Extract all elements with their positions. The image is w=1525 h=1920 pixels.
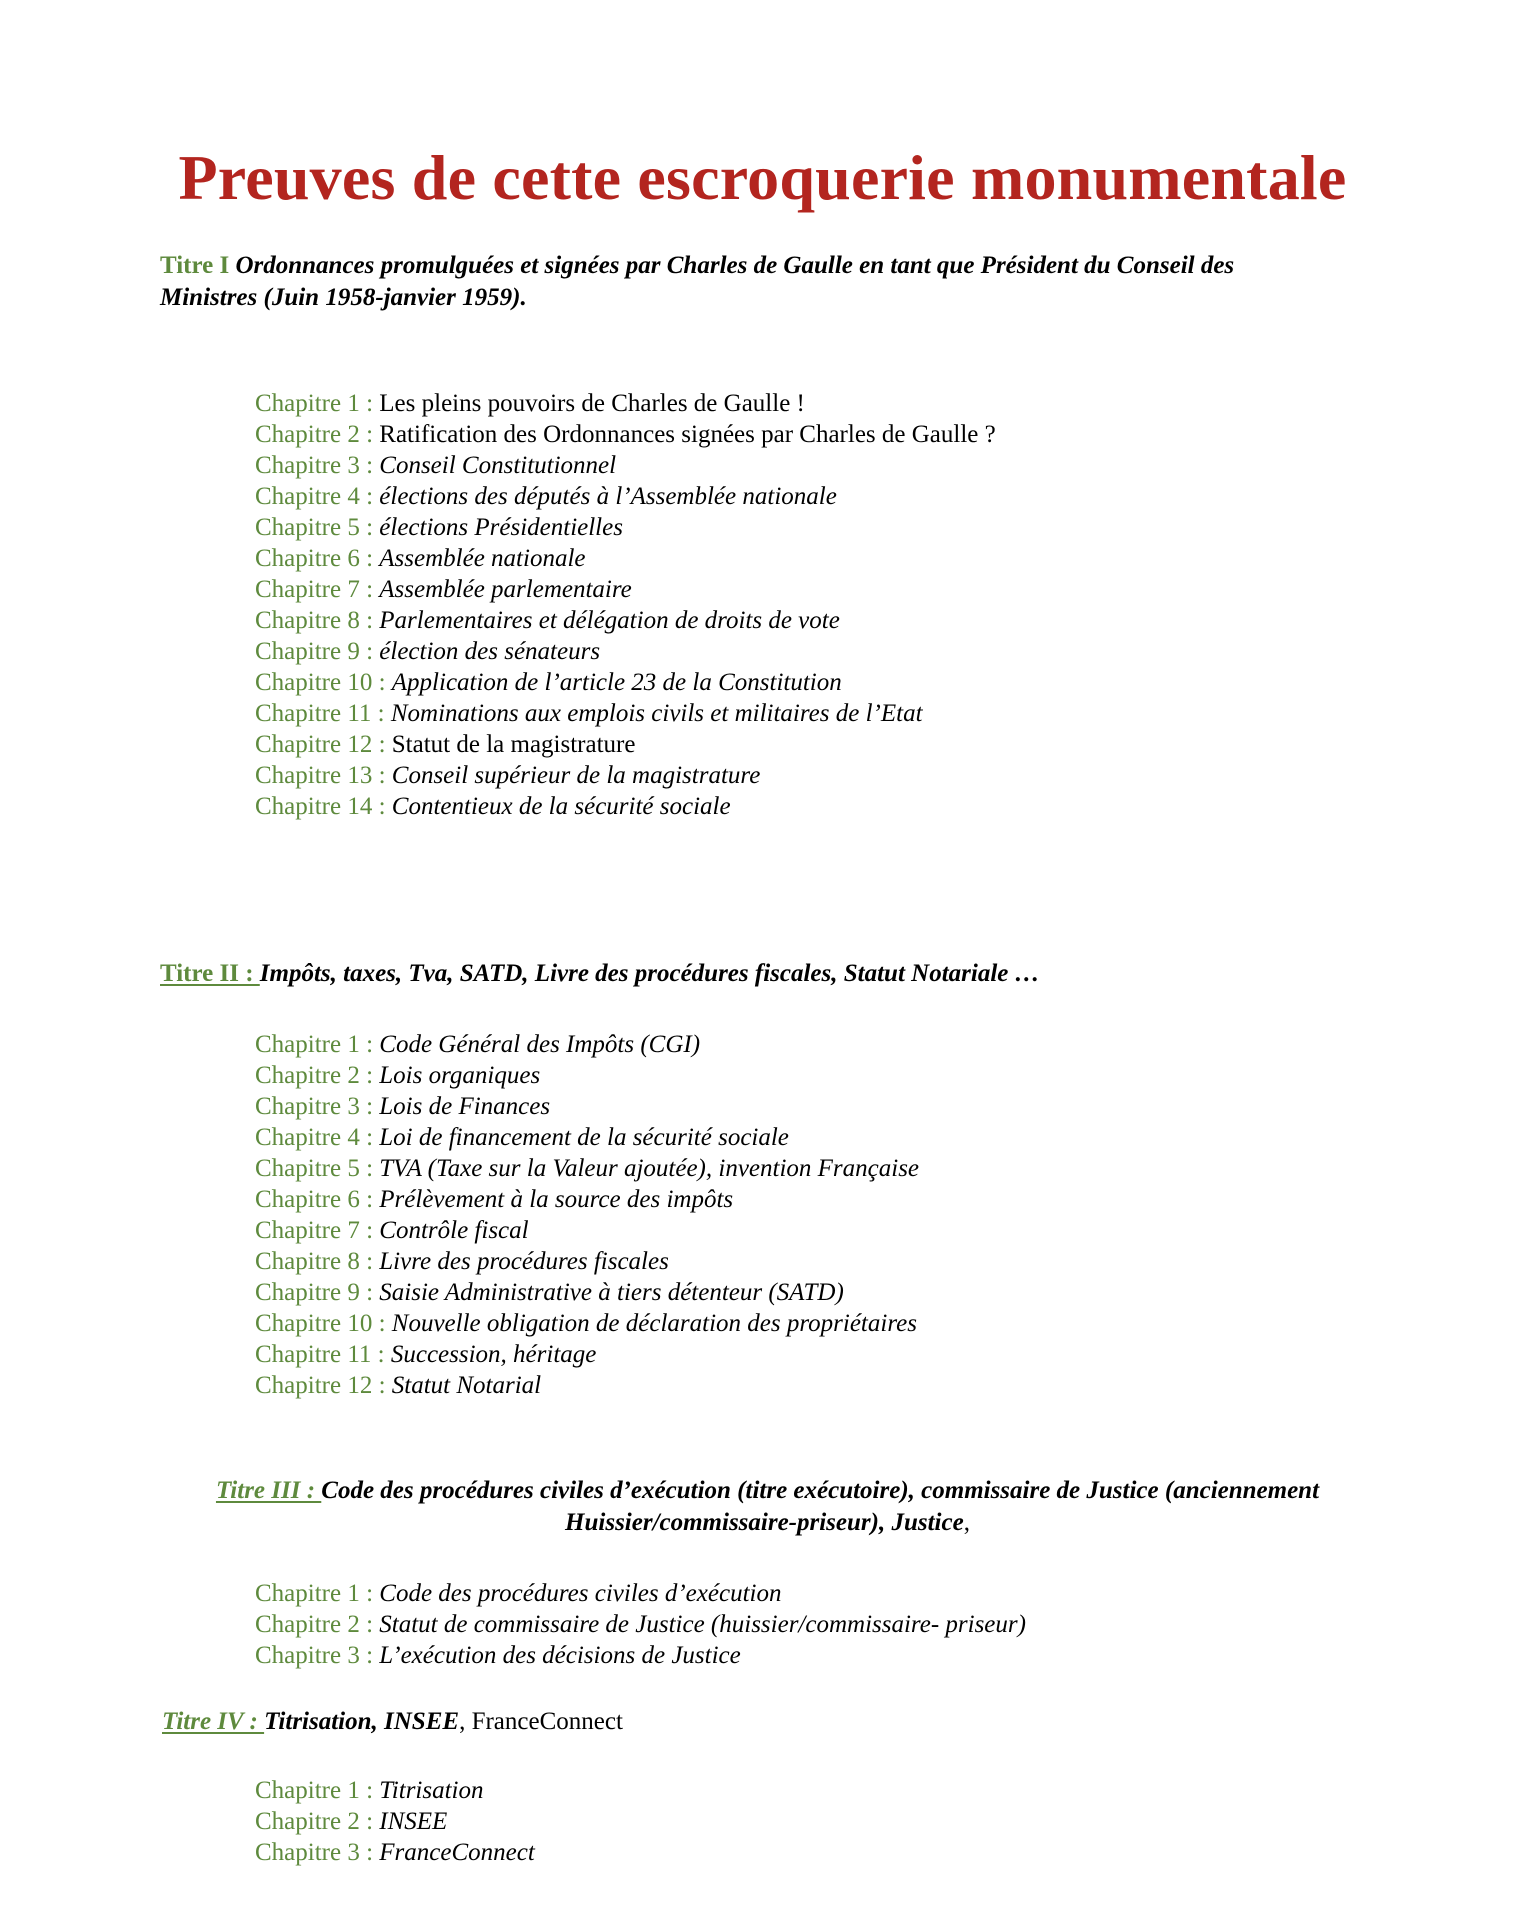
titre-2-heading: [160, 958, 1380, 990]
titre-3-chapter-list: [255, 1578, 1026, 1671]
chapter-title: FranceConnect: [379, 1839, 535, 1866]
chapter-label: Chapitre 11 :: [255, 1341, 385, 1368]
chapter-item: [255, 760, 996, 791]
chapter-label: Chapitre 9 :: [255, 638, 374, 665]
chapter-title: Nouvelle obligation de déclaration des propriétaires: [391, 1310, 917, 1337]
chapter-label: Chapitre 8 :: [255, 1248, 374, 1275]
chapter-title: Lois organiques: [379, 1062, 541, 1089]
chapter-title: Ratification des Ordonnances signées par Charles de Gaulle ?: [379, 421, 996, 448]
chapter-item: [255, 1122, 919, 1153]
chapter-label: Chapitre 10 :: [255, 669, 386, 696]
chapter-label: Chapitre 1 :: [255, 1777, 374, 1804]
chapter-title: Code des procédures civiles d’exécution: [379, 1580, 782, 1607]
chapter-item: [255, 698, 996, 729]
chapter-label: Chapitre 9 :: [255, 1279, 374, 1306]
chapter-item: [255, 1215, 919, 1246]
chapter-title: INSEE: [379, 1808, 448, 1835]
chapter-item: [255, 605, 996, 636]
chapter-label: Chapitre 12 :: [255, 1372, 386, 1399]
chapter-title: Nominations aux emplois civils et militaires de l’Etat: [390, 700, 923, 727]
chapter-item: [255, 574, 996, 605]
chapter-item: [255, 1184, 919, 1215]
chapter-title: élections des députés à l’Assemblée nationale: [379, 483, 837, 510]
chapter-label: Chapitre 1 :: [255, 390, 374, 417]
titre-1-label: Titre I: [160, 252, 230, 279]
chapter-title: L’exécution des décisions de Justice: [379, 1642, 741, 1669]
chapter-item: [255, 1091, 919, 1122]
chapter-title: Application de l’article 23 de la Constitution: [391, 669, 842, 696]
titre-3-label: Titre III :: [215, 1477, 322, 1504]
chapter-title: Parlementaires et délégation de droits de vote: [379, 607, 840, 634]
chapter-label: Chapitre 11 :: [255, 700, 385, 727]
chapter-title: Assemblée nationale: [379, 545, 586, 572]
chapter-item: [255, 450, 996, 481]
chapter-item: [255, 1277, 919, 1308]
chapter-title: élections Présidentielles: [379, 514, 623, 541]
chapter-title: Prélèvement à la source des impôts: [379, 1186, 734, 1213]
chapter-label: Chapitre 12 :: [255, 731, 386, 758]
chapter-item: [255, 1246, 919, 1277]
chapter-label: Chapitre 2 :: [255, 421, 374, 448]
chapter-title: Contrôle fiscal: [379, 1217, 529, 1244]
chapter-label: Chapitre 5 :: [255, 514, 374, 541]
chapter-title: Statut de commissaire de Justice (huissier/commissaire- priseur): [379, 1611, 1026, 1638]
page-title: Preuves de cette escroquerie monumentale: [178, 142, 1347, 213]
chapter-title: Assemblée parlementaire: [379, 576, 632, 603]
chapter-title: Titrisation: [379, 1777, 484, 1804]
chapter-item: [255, 1370, 919, 1401]
chapter-title: Statut de la magistrature: [391, 731, 636, 758]
chapter-label: Chapitre 13 :: [255, 762, 386, 789]
chapter-item: [255, 1640, 1026, 1671]
chapter-item: [255, 1775, 535, 1806]
chapter-title: Saisie Administrative à tiers détenteur (SATD): [379, 1279, 844, 1306]
chapter-title: Code Général des Impôts (CGI): [379, 1031, 701, 1058]
titre-3-text: Code des procédures civiles d’exécution (titre exécutoire), commissaire de Justice (anciennement: [321, 1477, 1320, 1504]
chapter-label: Chapitre 14 :: [255, 793, 386, 820]
chapter-item: [255, 1308, 919, 1339]
chapter-title: élection des sénateurs: [379, 638, 601, 665]
chapter-label: Chapitre 3 :: [255, 452, 374, 479]
chapter-title: Loi de financement de la sécurité sociale: [379, 1124, 789, 1151]
chapter-item: [255, 543, 996, 574]
chapter-label: Chapitre 7 :: [255, 1217, 374, 1244]
chapter-item: [255, 729, 996, 760]
chapter-label: Chapitre 2 :: [255, 1611, 374, 1638]
titre-4-heading: [162, 1706, 1382, 1738]
chapter-item: [255, 1837, 535, 1868]
chapter-label: Chapitre 1 :: [255, 1031, 374, 1058]
chapter-label: Chapitre 6 :: [255, 1186, 374, 1213]
titre-2-label: Titre II :: [160, 960, 260, 987]
chapter-label: Chapitre 2 :: [255, 1808, 374, 1835]
titre-3-text-line2: Huissier/commissaire-priseur), Justice: [565, 1509, 964, 1536]
chapter-item: [255, 1578, 1026, 1609]
chapter-title: Statut Notarial: [391, 1372, 542, 1399]
titre-4-text: Titrisation, INSEE: [264, 1708, 460, 1735]
chapter-item: [255, 667, 996, 698]
chapter-label: Chapitre 10 :: [255, 1310, 386, 1337]
chapter-label: Chapitre 6 :: [255, 545, 374, 572]
chapter-item: [255, 1060, 919, 1091]
chapter-label: Chapitre 4 :: [255, 483, 374, 510]
titre-2-text: Impôts, taxes, Tva, SATD, Livre des procédures fiscales, Statut Notariale …: [259, 960, 1040, 987]
chapter-item: [255, 1153, 919, 1184]
titre-4-chapter-list: [255, 1775, 535, 1868]
chapter-title: Contentieux de la sécurité sociale: [391, 793, 731, 820]
chapter-label: Chapitre 1 :: [255, 1580, 374, 1607]
titre-3-tail: ,: [963, 1509, 970, 1536]
chapter-label: Chapitre 4 :: [255, 1124, 374, 1151]
chapter-item: [255, 419, 996, 450]
chapter-title: Conseil Constitutionnel: [379, 452, 617, 479]
chapter-item: [255, 512, 996, 543]
titre-1-text-line2: Ministres (Juin 1958-janvier 1959).: [160, 284, 527, 311]
titre-1-text: Ordonnances promulguées et signées par Charles de Gaulle en tant que Président du Conseil des: [235, 252, 1235, 279]
chapter-item: [255, 1029, 919, 1060]
chapter-label: Chapitre 8 :: [255, 607, 374, 634]
titre-3-heading: [160, 1475, 1375, 1539]
chapter-item: [255, 1609, 1026, 1640]
titre-1-heading: [160, 250, 1380, 314]
titre-4-tail: , FranceConnect: [459, 1708, 623, 1735]
chapter-label: Chapitre 5 :: [255, 1155, 374, 1182]
chapter-item: [255, 1806, 535, 1837]
chapter-item: [255, 481, 996, 512]
chapter-title: Lois de Finances: [379, 1093, 551, 1120]
chapter-label: Chapitre 7 :: [255, 576, 374, 603]
chapter-item: [255, 636, 996, 667]
chapter-title: Succession, héritage: [390, 1341, 597, 1368]
chapter-item: [255, 1339, 919, 1370]
chapter-label: Chapitre 2 :: [255, 1062, 374, 1089]
chapter-item: [255, 388, 996, 419]
titre-2-chapter-list: [255, 1029, 919, 1401]
chapter-title: TVA (Taxe sur la Valeur ajoutée), invention Française: [379, 1155, 920, 1182]
titre-1-chapter-list: [255, 388, 996, 822]
chapter-label: Chapitre 3 :: [255, 1839, 374, 1866]
chapter-title: Livre des procédures fiscales: [379, 1248, 669, 1275]
chapter-title: Conseil supérieur de la magistrature: [391, 762, 761, 789]
chapter-item: [255, 791, 996, 822]
titre-4-label: Titre IV :: [162, 1708, 265, 1735]
chapter-label: Chapitre 3 :: [255, 1093, 374, 1120]
chapter-title: Les pleins pouvoirs de Charles de Gaulle !: [379, 390, 805, 417]
chapter-label: Chapitre 3 :: [255, 1642, 374, 1669]
